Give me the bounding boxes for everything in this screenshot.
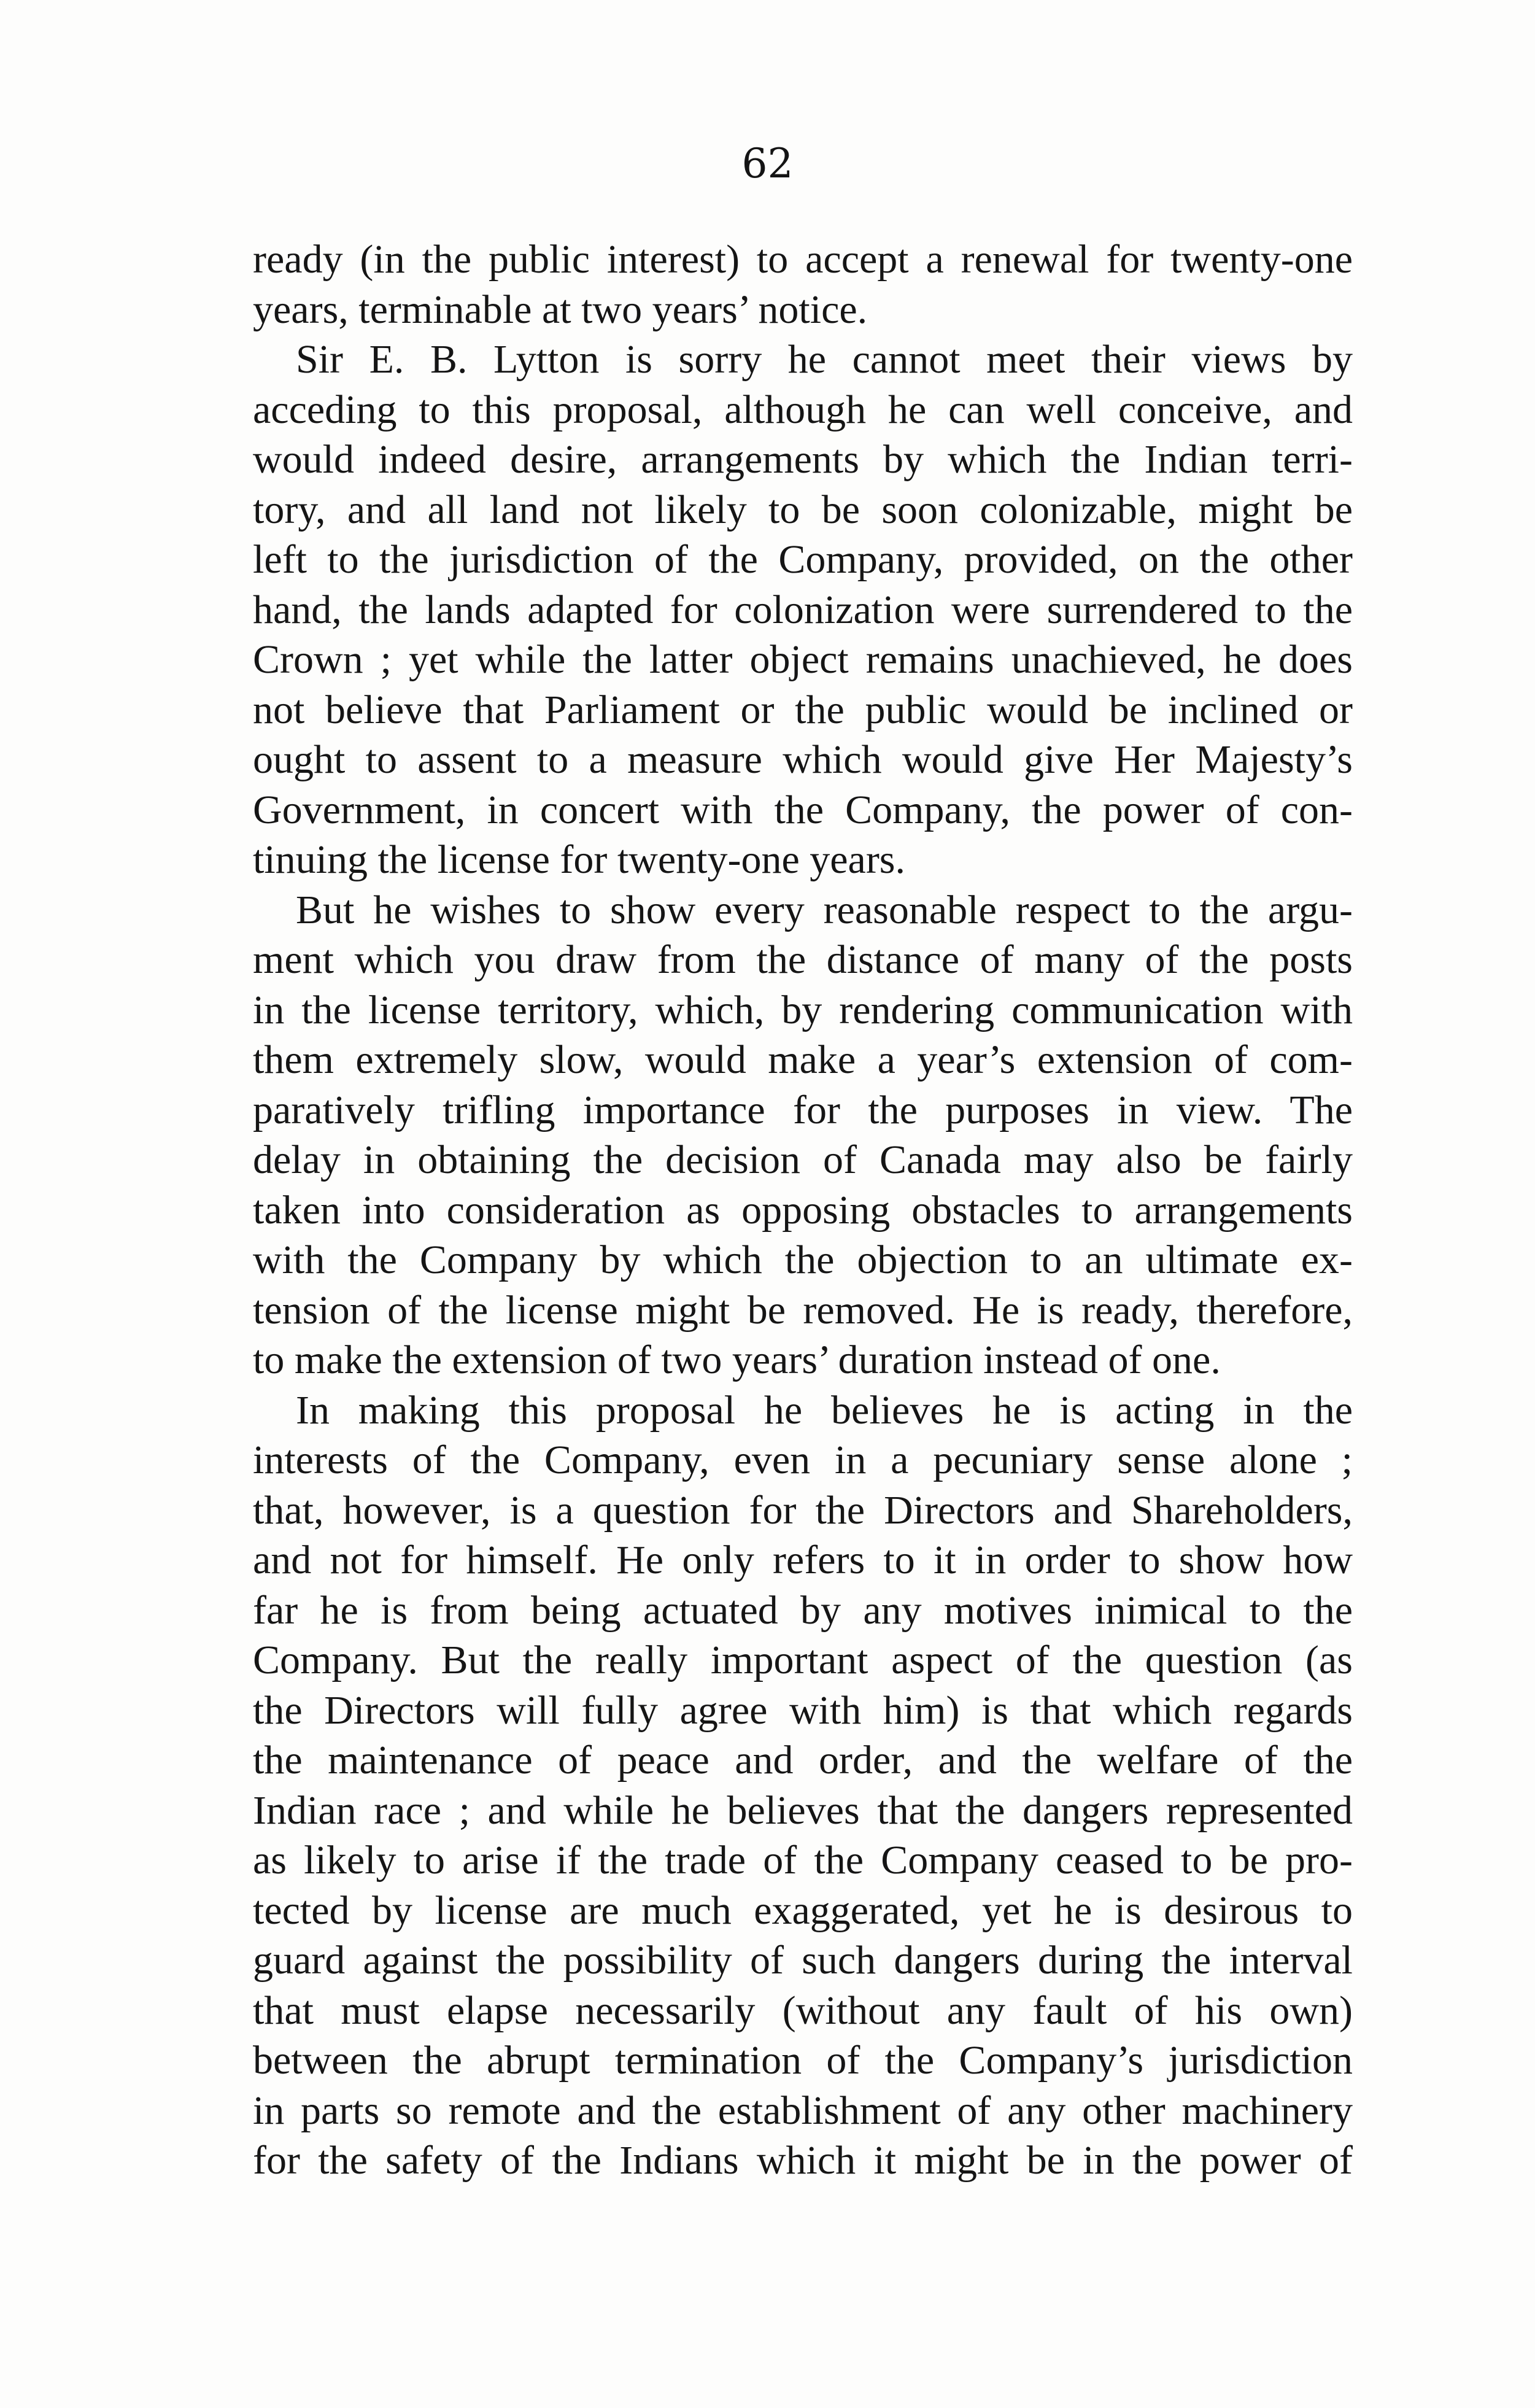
text-line: taken into consideration as opposing obstacles to arrangements: [253, 1187, 1353, 1233]
text-line: for the safety of the Indians which it might be in the power of: [253, 2138, 1353, 2183]
text-line: far he is from being actuated by any motives inimical to the: [253, 1587, 1353, 1633]
text-line: ought to assent to a measure which would give Her Majesty’s: [253, 737, 1353, 782]
text-line: that must elapse necessarily (without any fault of his own): [253, 1988, 1353, 2033]
body-text: [253, 234, 1353, 2186]
text-line: tected by license are much exaggerated, yet he is desirous to: [253, 1887, 1353, 1933]
text-line: in the license territory, which, by rendering communication with: [253, 987, 1353, 1032]
text-line: them extremely slow, would make a year’s extension of com-: [253, 1037, 1353, 1082]
text-line: interests of the Company, even in a pecuniary sense alone ;: [253, 1438, 1353, 1482]
text-line: guard against the possibility of such dangers during the interval: [253, 1938, 1353, 1983]
text-line: and not for himself. He only refers to it in order to show how: [253, 1538, 1353, 1582]
text-line: tory, and all land not likely to be soon colonizable, might be: [253, 487, 1353, 532]
text-line: would indeed desire, arrangements by which the Indian terri-: [253, 437, 1353, 482]
text-line: Government, in concert with the Company, the power of con-: [253, 787, 1353, 832]
text-line: tinuing the license for twenty-one years.: [253, 837, 905, 882]
text-line: delay in obtaining the decision of Canada may also be fairly: [253, 1137, 1353, 1182]
text-line: years, terminable at two years’ notice.: [253, 287, 868, 332]
text-line: Crown ; yet while the latter object remains unachieved, he does: [253, 637, 1353, 682]
text-line: left to the jurisdiction of the Company, provided, on the other: [253, 537, 1353, 582]
text-line: to make the extension of two years’ duration instead of one.: [253, 1338, 1221, 1382]
text-line: that, however, is a question for the Directors and Shareholders,: [253, 1487, 1353, 1533]
text-line: acceding to this proposal, although he can well conceive, and: [253, 387, 1353, 432]
text-line: paratively trifling importance for the purposes in view. The: [253, 1087, 1353, 1132]
text-line: ready (in the public interest) to accept a renewal for twenty-one: [253, 237, 1353, 282]
text-line: between the abrupt termination of the Company’s jurisdiction: [253, 2038, 1353, 2083]
text-line: Company. But the really important aspect of the question (as: [253, 1638, 1353, 1682]
text-line: not believe that Parliament or the public would be inclined or: [253, 687, 1353, 732]
text-line: But he wishes to show every reasonable respect to the argu-: [296, 887, 1353, 932]
text-line: Indian race ; and while he believes that the dangers represented: [253, 1787, 1353, 1833]
text-line: with the Company by which the objection to an ultimate ex-: [253, 1237, 1353, 1282]
text-line: tension of the license might be removed. He is ready, therefore,: [253, 1287, 1353, 1333]
text-line: ment which you draw from the distance of many of the posts: [253, 937, 1353, 982]
text-line: the Directors will fully agree with him) is that which regards: [253, 1687, 1353, 1733]
text-line: In making this proposal he believes he is acting in the: [296, 1387, 1353, 1433]
text-line: Sir E. B. Lytton is sorry he cannot meet their views by: [296, 337, 1353, 382]
page-number: 62: [741, 140, 794, 187]
text-line: in parts so remote and the establishment of any other machinery: [253, 2088, 1353, 2133]
text-line: as likely to arise if the trade of the Company ceased to be pro-: [253, 1838, 1353, 1883]
text-line: the maintenance of peace and order, and the welfare of the: [253, 1738, 1353, 1783]
text-line: hand, the lands adapted for colonization were surrendered to the: [253, 587, 1353, 632]
